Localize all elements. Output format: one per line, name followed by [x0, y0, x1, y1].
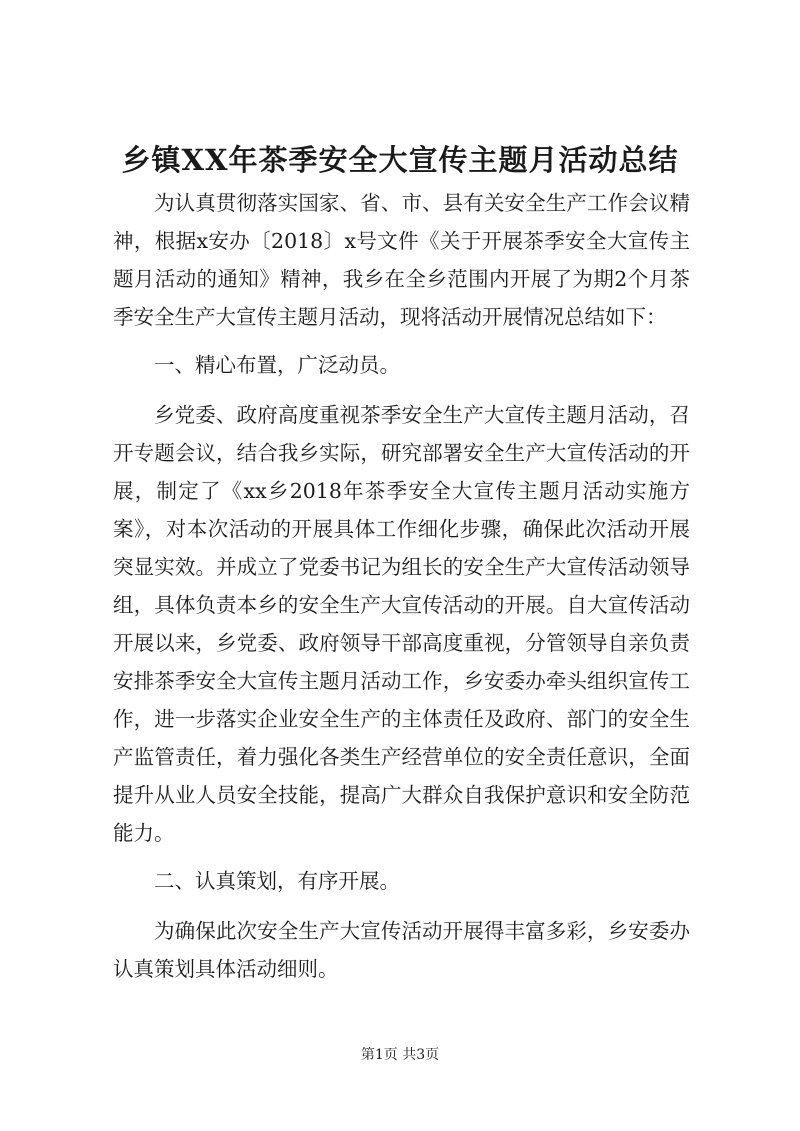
document-body	[113, 184, 690, 998]
section-heading-2: 二、认真策划，有序开展。	[154, 869, 400, 893]
section-2-paragraph: 为确保此次安全生产大宣传活动开展得丰富多彩，乡安委办认真策划具体活动细则。	[113, 919, 690, 981]
intro-paragraph: 为认真贯彻落实国家、省、市、县有关安全生产工作会议精神，根据x安办〔2018〕x号文件《关于开展茶季安全大宣传主题月活动的通知》精神，我乡在全乡范围内开展了为期2个月茶季安全生产大宣传主题月活动，现将活动开展情况总结如下：	[113, 191, 690, 329]
document-title: 乡镇XX年茶季安全大宣传主题月活动总结	[121, 143, 679, 177]
section-heading-1: 一、精心布置，广泛动员。	[154, 353, 400, 377]
section-1-paragraph: 乡党委、政府高度重视茶季安全生产大宣传主题月活动，召开专题会议，结合我乡实际，研究部署安全生产大宣传活动的开展，制定了《xx乡2018年茶季安全大宣传主题月活动实施方案》，对本次活动的开展具体工作细化步骤，确保此次活动开展突显实效。并成立了党委书记为组长的安全生产大宣传活动领导组，具体负责本乡的安全生产大宣传活动的开展。自大宣传活动开展以来，乡党委、政府领导干部高度重视，分管领导自亲负责安排茶季安全大宣传主题月活动工作，乡安委办牵头组织宣传工作，进一步落实企业安全生产的主体责任及政府、部门的安全生产监管责任，着力强化各类生产经营单位的安全责任意识，全面提升从业人员安全技能，提高广大群众自我保护意识和安全防范能力。	[113, 403, 690, 845]
page-number: 第1页 共3页	[360, 1047, 440, 1063]
